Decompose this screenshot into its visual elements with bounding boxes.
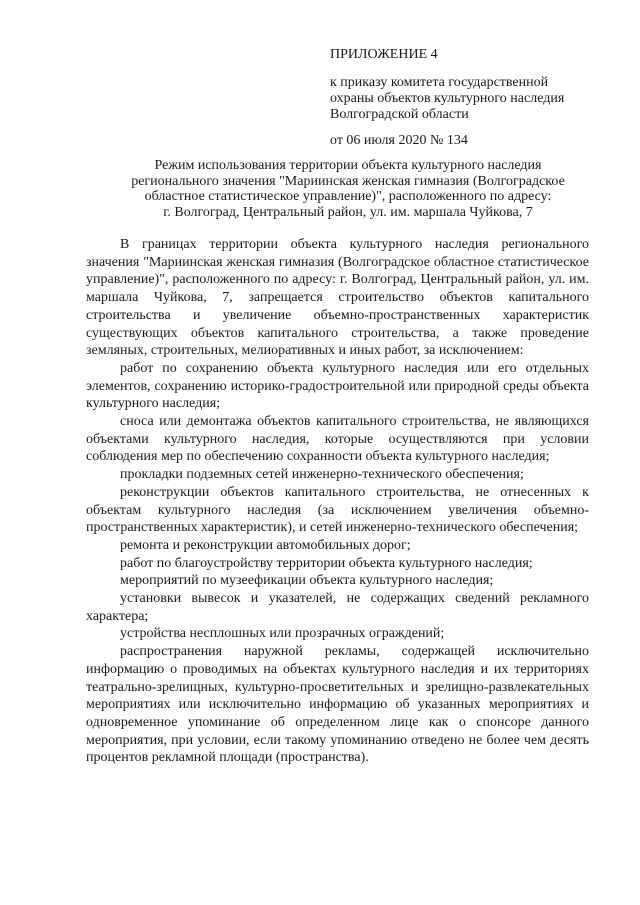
heading-line: регионального значения "Мариинская женская гимназия (Волгоградское: [131, 173, 565, 189]
body-paragraph: работ по сохранению объекта культурного наследия или его отдельных элементов, сохранению историко-градостроительной или природной среды объекта культурного наследия;: [86, 360, 589, 412]
body-paragraph: сноса или демонтажа объектов капитального строительства, не являющихся объектами культурного наследия, которые осуществляются при условии соблюдения мер по обеспечению сохранности объекта культурного наследия;: [86, 414, 589, 465]
body-paragraph: прокладки подземных сетей инженерно-технического обеспечения;: [120, 467, 524, 483]
appendix-line: охраны объектов культурного наследия: [330, 91, 565, 106]
heading-line: областное статистическое управление)", расположенного по адресу:: [144, 189, 552, 204]
body-paragraph: реконструкции объектов капитального строительства, не отнесенных к объектам культурного наследия (за исключением увеличения объемно-пространственных характеристик), и сетей инженерно-технического обеспечения;: [86, 484, 589, 536]
document-heading: [88, 158, 608, 220]
appendix-date: от 06 июля 2020 № 134: [330, 133, 468, 148]
appendix-block: [330, 47, 620, 149]
heading-line: Режим использования территории объекта культурного наследия: [154, 158, 542, 173]
body-paragraph: распространения наружной рекламы, содержащей исключительно информацию о проводимых на объектах культурного наследия и их территориях театрально-зрелищных, культурно-просветительных и зрелищно-развлекательных мероприятиях или исключительно информацию об указанных мероприятиях и одновременное упоминание об определенном лице как о спонсоре данного мероприятия, при условии, если такому упоминанию отведено не более чем десять процентов рекламной площади (пространства).: [86, 644, 589, 766]
appendix-line: Волгоградской области: [330, 107, 469, 122]
heading-line: г. Волгоград, Центральный район, ул. им. маршала Чуйкова, 7: [163, 204, 533, 220]
document-body: [86, 236, 589, 767]
body-paragraph: ремонта и реконструкции автомобильных дорог;: [120, 537, 411, 553]
body-paragraph: работ по благоустройству территории объекта культурного наследия;: [120, 555, 533, 571]
body-paragraph: установки вывесок и указателей, не содержащих сведений рекламного характера;: [86, 591, 589, 624]
body-paragraph: мероприятий по музеефикации объекта культурного наследия;: [120, 573, 494, 589]
appendix-title: ПРИЛОЖЕНИЕ 4: [330, 47, 438, 62]
appendix-line: к приказу комитета государственной: [330, 75, 549, 90]
body-paragraph: устройства несплошных или прозрачных ограждений;: [120, 626, 445, 642]
body-paragraph: В границах территории объекта культурного наследия регионального значения "Мариинская женская гимназия (Волгоградское областное статистическое управление)", расположенного по адресу: г. Волгоград, Центральный район, ул. им. маршала Чуйкова, 7, запрещается строительство объектов капитального строительства и увеличение объемно-пространственных характеристик существующих объектов капитального строительства, а также проведение земляных, строительных, мелиоративных и иных работ, за исключением:: [86, 237, 589, 359]
